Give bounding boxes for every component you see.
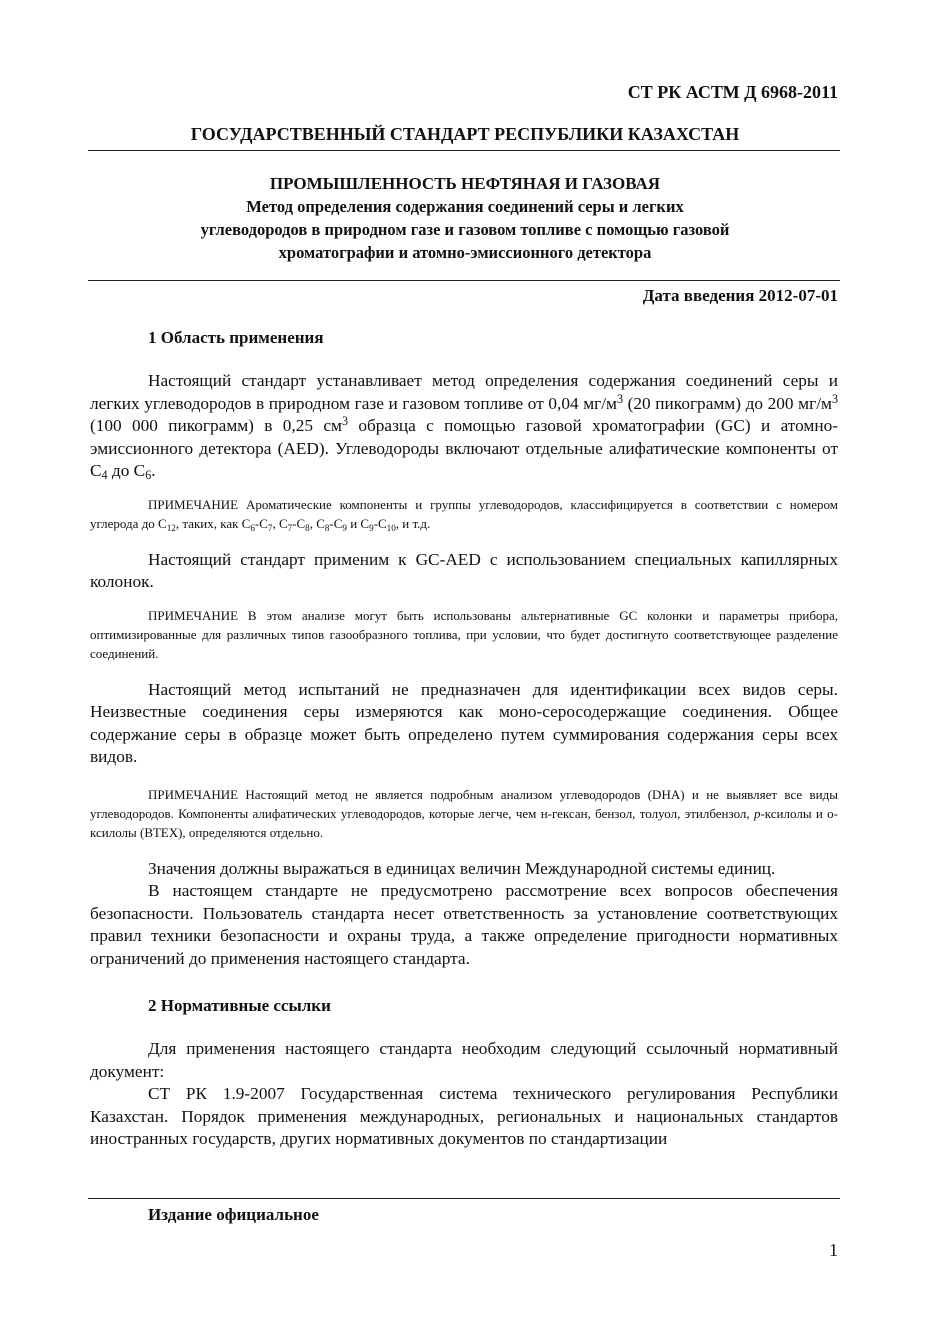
industry-title: ПРОМЫШЛЕННОСТЬ НЕФТЯНАЯ И ГАЗОВАЯ	[269, 174, 661, 193]
section-1-heading: 1 Область применения	[148, 328, 324, 347]
title-line-2: углеводородов в природном газе и газовом топливе с помощью газовой	[200, 220, 730, 239]
page-number: 1	[829, 1240, 838, 1260]
standard-title-block	[90, 172, 840, 264]
scope-paragraph-3: Настоящий метод испытаний не предназначен для идентификации всех видов серы. Неизвестные соединения серы измеряются как моно-серосодержащие соединения. Общее содержание серы в образце может быть определено путем суммирования содержания серы всех видов.	[90, 679, 838, 766]
note-3: ПРИМЕЧАНИЕ Настоящий метод не является подробным анализом углеводородов (DHA) и не выявляет все виды углеводородов. Компоненты алифатических углеводородов, которые легче, чем н-гексан, бензол, толуол, этилбензол, р-ксилолы и о-ксилолы (ВТЕХ), определяются отдельно.	[90, 786, 838, 840]
document-body	[90, 328, 838, 1151]
state-standard-title: ГОСУДАРСТВЕННЫЙ СТАНДАРТ РЕСПУБЛИКИ КАЗАХСТАН	[190, 124, 740, 144]
title-divider	[88, 280, 840, 281]
note-1: ПРИМЕЧАНИЕ Ароматические компоненты и группы углеводородов, классифицируется в соответствии с номером углерода до $С_{12}$, таких, как $С_6-С_7$, $С_7-С_8$, $С_8-С_9$ и $С_9-С_{10}$, и т.д.	[90, 496, 838, 533]
document-code: СТ РК АСТМ Д 6968-2011	[627, 82, 838, 102]
note-2: ПРИМЕЧАНИЕ В этом анализе могут быть использованы альтернативные GC колонки и параметры прибора, оптимизированные для различных типов газообразного топлива, при условии, что будет достигнуто соответствующее разделение соединений.	[90, 607, 838, 661]
footer-divider	[88, 1198, 840, 1199]
title-line-3: хроматографии и атомно-эмиссионного детектора	[278, 243, 652, 262]
scope-paragraph-5: В настоящем стандарте не предусмотрено рассмотрение всех вопросов обеспечения безопасности. Пользователь стандарта несет ответственность за установление соответствующих правил техники безопасности и охраны труда, а также определение пригодности нормативных ограничений до применения настоящего стандарта.	[90, 881, 838, 968]
official-edition-label: Издание официальное	[148, 1205, 319, 1224]
section-2-heading: 2 Нормативные ссылки	[148, 996, 331, 1015]
title-line-1: Метод определения содержания соединений серы и легких	[246, 197, 684, 216]
header-divider	[88, 150, 840, 151]
scope-paragraph-4: Значения должны выражаться в единицах величин Международной системы единиц.	[148, 858, 776, 878]
scope-paragraph-1: Настоящий стандарт устанавливает метод определения содержания соединений серы и легких углеводородов в природном газе и газовом топливе от 0,04 $мг/м^3$ (20 пикограмм) до 200 $мг/м^3$ (100 000 пикограмм) в 0,25 $см^3$ образца с помощью газовой хроматографии (GC) и атомно-эмиссионного детектора (AED). Углеводороды включают отдельные алифатические компоненты от $С_4$ до $С_6$.	[90, 371, 839, 482]
scope-paragraph-2: Настоящий стандарт применим к GC-AED с использованием специальных капиллярных колонок.	[90, 549, 838, 591]
references-paragraph-1: Для применения настоящего стандарта необходим следующий ссылочный нормативный документ:	[90, 1039, 838, 1081]
effective-date: Дата введения 2012-07-01	[642, 286, 838, 305]
references-paragraph-2: СТ РК 1.9-2007 Государственная система технического регулирования Республики Казахстан. Порядок применения международных, региональных и национальных стандартов иностранных государств, других нормативных документов по стандартизации	[90, 1084, 838, 1148]
